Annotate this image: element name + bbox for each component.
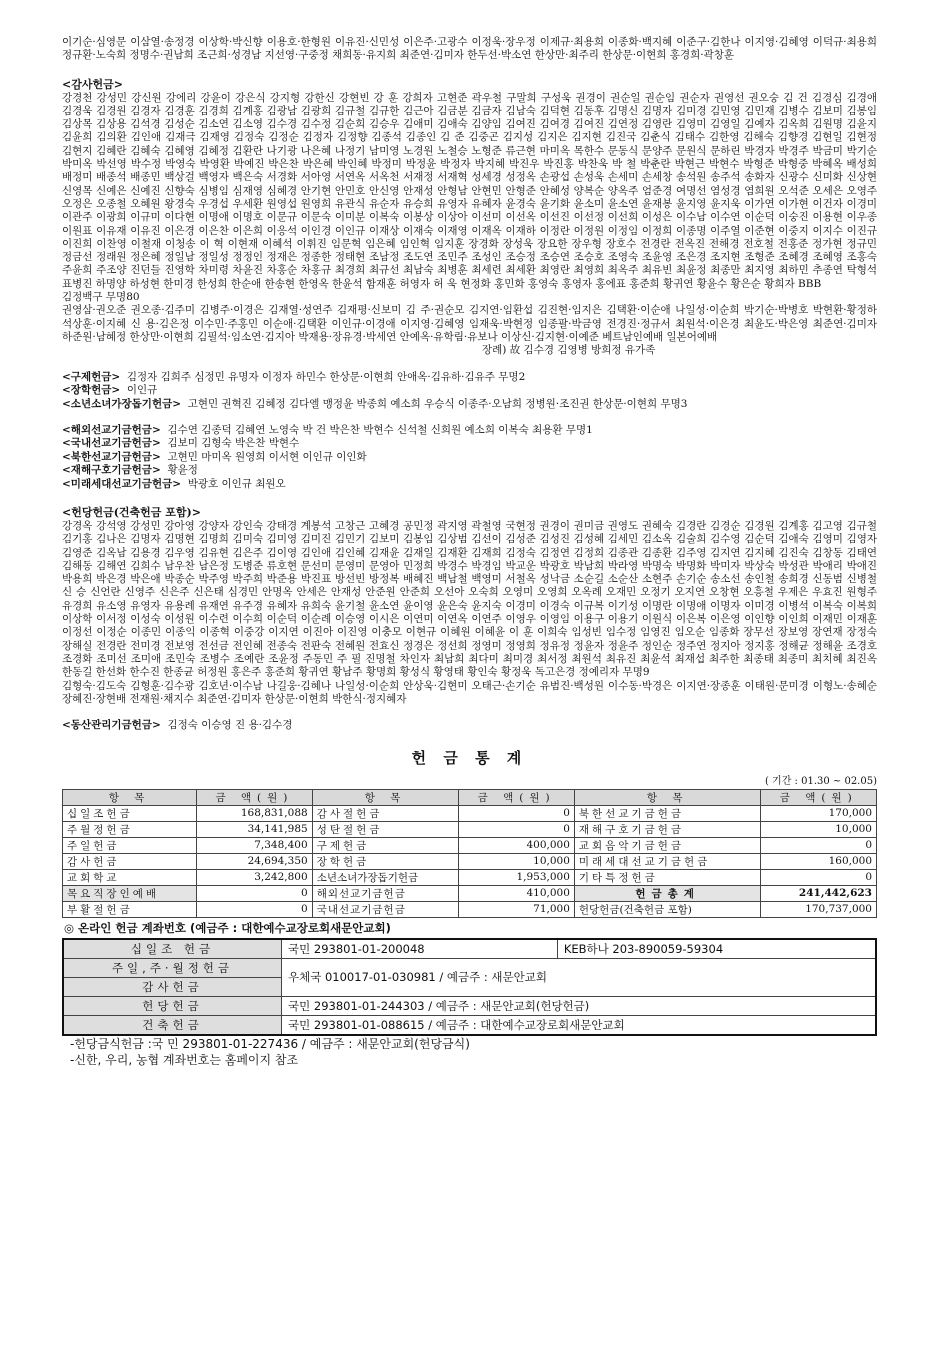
stat-value: 0 <box>761 869 877 885</box>
gamsa-extra: 김정백구 무명80 <box>62 291 140 304</box>
stat-value: 0 <box>459 821 575 837</box>
stat-label: 주일헌금 <box>63 837 197 853</box>
offering-names: 고현민 마미옥 원영희 이서현 이인규 이인화 <box>167 450 367 463</box>
offering-label: <구제헌금> <box>62 370 121 383</box>
table-row <box>63 885 877 901</box>
footnote: -헌당금식헌금 :국 민 293801-01-227436 / 예금주 : 새문안교회(헌당금식) <box>70 1036 470 1051</box>
stat-label: 교회학교 <box>63 869 197 885</box>
stat-value: 0 <box>197 885 313 901</box>
gamsa-names: 강경천 강성민 강신원 강에리 강윤이 강은식 강지형 강한신 강현빈 강 훈 강희자 고현준 곽우철 구말희 구성욱 권경이 권순일 권순임 권순자 권영선 권오숭 김 건 김경심 김경애 김경욱 김경원 김경자 김경훈 김경희 김계홍 김광남 김광희 김규철 김규한 김근아 김금분 김금자 김남숙 김덕현 김동후 김명신 김명자 김미경 김민영 김민재 김병수 김보미 김봉임 김상목 김상용 김석경 김성순 김소연 김소영 김수경 김수정 김순희 김승우 김애미 김애숙 김양임 김여진 김여경 김여진 김연정 김영란 김영미 김영일 김예자 김옥희 김원명 김윤지 김윤희 김의환 김인애 김재극 김재영 김정숙 김정순 김정자 김정향 김종석 김종인 김 준 김중곤 김지성 김지은 김지현 김진국 김춘식 김태수 김한영 김해숙 김향경 김현일 김현정 김현지 김혜란 김혜숙 김혜영 김혜정 김환란 나기광 나은혜 나정기 남미영 노경원 노철승 노형준 류근현 마미옥 목한수 문동식 문양주 문원식 문하린 박경자 박경주 박금미 박기순 박미옥 박선영 박수정 박영숙 박영환 박예진 박은찬 박은혜 박인혜 박정미 박정윤 박정자 박지혜 박진우 박진홍 박찬욱 박 철 박춘란 박현근 박현수 박형준 박형중 박혜옥 배성희 배정미 배종석 배종민 백상걸 백영자 백은숙 서경화 서아영 서연옥 서옥천 서재정 서재혁 성세경 성정옥 손광섭 손성욱 손세미 손세창 송석원 송주석 송화자 신광수 신미화 신상현 신영목 신예은 신예진 신향숙 심병임 심재영 심혜경 안기현 안민호 안신영 안재성 안형남 안현민 안형준 안혜성 양복순 양옥주 엄준경 여명선 염성경 염희원 오석준 오세은 오영주 오정은 오종철 오혜원 왕경숙 우경섭 우세환 원영섭 원영희 유관식 유순자 유승희 유영자 유혜자 윤경숙 윤기화 윤소미 윤소연 윤재봉 윤지영 윤지욱 이가연 이가현 이건자 이경미 이관주 이광희 이규미 이다현 이명애 이명호 이문규 이문숙 이미분 이복숙 이봉상 이상아 이선미 이선옥 이선진 이선정 이선희 이성은 이수남 이수연 이순덕 이숭진 이용현 이우종 이원표 이유재 이유진 이은경 이은찬 이은희 이응석 이인경 이인규 이재상 이재숙 이재영 이재옥 이재하 이정란 이정원 이정임 이정희 이종명 이주열 이준현 이중지 이지수 이진규 이진희 이찬영 이철재 이청송 이 혁 이현재 이혜석 이휘진 임문혁 임은혜 임인혁 임지훈 장경화 장성욱 장요한 장우형 장호수 전경란 전옥진 전해경 전호철 전홍준 정가현 정규민 정금선 정래원 정은혜 정일남 정일성 정정인 정재은 정종한 정태현 조남정 조도연 조민주 조성인 조승정 조승연 조승호 조영숙 조윤영 조은경 조지현 조형준 조혜경 조혜영 조홍숙 주윤희 주조양 진던들 진영학 차미령 차윤진 차홍순 차홍규 최경희 최규선 최남숙 최병훈 최세련 최세환 최영란 최영희 최옥주 최유빈 최윤정 최종만 최지영 최하민 추종연 탁형석 표병진 하명양 하성현 한미경 한성희 한순애 한송현 한영옥 한윤석 함재훈 허영자 허 욱 현정화 홍민화 홍영숙 홍영자 홍에표 홍준희 황귀연 황윤수 황은순 황희자 BBB <box>62 91 877 290</box>
account-value: 국민 293801-01-088615 / 예금주 : 대한예수교장로회새문안교회 <box>282 1015 877 1035</box>
account-label: 감사헌금 <box>63 977 282 996</box>
stat-value: 34,141,985 <box>197 821 313 837</box>
account-value: 우체국 010017-01-030981 / 예금주 : 새문안교회 <box>282 958 877 996</box>
offering-label: <국내선교기금헌금> <box>62 437 161 450</box>
stat-value: 0 <box>761 837 877 853</box>
col-item: 항 목 <box>63 789 197 805</box>
stat-label: 미래세대선교기금헌금 <box>574 853 761 869</box>
stat-label: 감사절헌금 <box>312 805 459 821</box>
offering-label: <장학헌금> <box>62 384 121 397</box>
col-item: 항 목 <box>312 789 459 805</box>
footnote: -신한, 우리, 농협 계좌번호는 홈페이지 참조 <box>70 1052 299 1067</box>
offering-label: <동산관리기금헌금> <box>62 719 161 732</box>
table-row <box>63 837 877 853</box>
memorial-line: 장례) 故 김수경 김영병 방희정 유가족 <box>482 344 656 357</box>
offering-names: 김보미 김형숙 박은찬 박현수 <box>167 437 300 450</box>
offering-line-northkorea <box>62 451 877 464</box>
stat-value: 410,000 <box>459 885 575 901</box>
hyundang-section <box>62 504 877 706</box>
stat-value: 170,000 <box>761 805 877 821</box>
offering-line-youth <box>62 398 877 411</box>
offering-names: 이인규 <box>126 384 158 397</box>
offering-names: 김정자 김희주 심정민 유명자 이정자 하민수 한상문·이현희 안애옥·김유하·김유주 무명2 <box>126 370 526 383</box>
col-item: 항 목 <box>574 789 761 805</box>
stats-table <box>62 789 877 918</box>
account-row <box>63 939 876 959</box>
online-account-title: ◎ 온라인 헌금 계좌번호 (예금주 : 대한예수교장로회새문안교회) <box>64 920 391 935</box>
gamsa-title: <감사헌금> <box>62 77 123 91</box>
offering-label: <재해구호기금헌금> <box>62 464 161 477</box>
stat-value: 160,000 <box>761 853 877 869</box>
offering-line-disaster <box>62 464 877 477</box>
stat-label: 소년소녀가장돕기헌금 <box>312 869 459 885</box>
stat-value: 24,694,350 <box>197 853 313 869</box>
stats-header-row <box>63 789 877 805</box>
stat-value: 0 <box>197 901 313 917</box>
stat-label: 교회음악기금헌금 <box>574 837 761 853</box>
account-table <box>62 938 877 1036</box>
hyundang-title: <헌당헌금(건축헌금 포함)> <box>62 506 201 519</box>
hyundang-names: 강경옥 강석영 강성민 강아영 강양자 강인숙 강태경 계봉석 고창근 고혜경 공민정 곽지영 곽철영 국현정 권경이 권미금 권영도 권혜숙 김경란 김경순 김경원 김계홍 김고영 김규철 김기홍 김나은 김명자 김명현 김명희 김미숙 김미영 김미진 김민기 김보미 김봉임 김상범 김선이 김성준 김성진 김성혜 김세민 김소옥 김술희 김수영 김순덕 김애숙 김영미 김영자 김영준 김옥남 김용경 김우영 김유현 김은주 김이영 김인애 김인혜 김재윤 김재일 김재환 김재희 김정숙 김정연 김정희 김종관 김종환 김주영 김지연 김지혜 김진숙 김창동 김태연 김해동 김해연 김희수 남우찬 남은정 도병준 류호현 문선미 문영미 문영아 민정희 박경수 박경임 박교운 박광호 박남희 박라영 박명숙 박명화 박미자 박상숙 박성관 박애리 박애진 박용희 박은경 박은애 박종순 박주영 박주희 박준용 박진표 방선빈 방정복 배혜진 백남철 백영미 서철옥 성낙금 소순길 소순산 소현주 손기순 송소선 송인철 송희경 신동범 신병철 신 승 신언란 신영주 신은주 신은태 심경민 안명옥 안세은 안재성 안준원 안준희 오선아 오숙희 오영미 오영희 오옥례 오재민 오정기 오지연 오창현 오흥철 우제은 우효진 원형주 유경희 유소영 유영자 유용례 유재연 유주경 유혜자 유희숙 윤기철 윤소연 윤이영 윤은숙 윤지숙 이경미 이경숙 이규복 이기성 이명란 이명애 이명자 이미경 이병석 이복숙 이복희 이상학 이서정 이성숙 이성원 이수련 이수희 이순덕 이순례 이승영 이시은 이연미 이연옥 이연주 이영우 이영임 이용구 이용기 이원식 이은복 이은영 이인향 이인희 이재민 이재훈 이정선 이정순 이종민 이종익 이종혁 이중강 이지연 이진아 이진영 이충모 이현규 이혜원 이혜윤 이 훈 이희숙 임성빈 임수정 임영진 임오순 임종화 장무선 장보영 장연재 장정숙 장해실 전경란 전미경 전보영 전선금 전인혜 전종숙 전판숙 전혜원 전효신 정경은 정선희 정영미 정영희 정유정 정윤자 정윤주 정인순 정주연 정지아 정지홍 정해균 정해윤 조경호 조경화 조미선 조미애 조민숙 조병수 조예란 조윤정 주동민 주 필 진명철 차인자 최남희 최다미 최미경 최서정 최원석 최유진 최윤석 최재섭 최주한 최종태 최종미 최치혜 최진옥 한동길 한선화 한수진 한종균 허정원 홍은주 홍준희 황귀연 황남주 황명희 황성식 황영태 황인숙 황정욱 독고은경 정예리자 무명9 <box>62 520 877 679</box>
account-value: KEB하나 203-890059-59304 <box>557 939 876 959</box>
offering-label: <미래세대선교기금헌금> <box>62 477 182 490</box>
stat-label: 장학헌금 <box>312 853 459 869</box>
table-row <box>63 853 877 869</box>
account-row <box>63 958 876 977</box>
stat-value: 168,831,088 <box>197 805 313 821</box>
stat-label: 북한선교기금헌금 <box>574 805 761 821</box>
table-row <box>63 869 877 885</box>
misc-offerings-1 <box>62 371 877 411</box>
stat-label: 구제헌금 <box>312 837 459 853</box>
offering-names: 김수연 김종덕 김혜연 노영숙 박 건 박은찬 박현수 신석철 신희원 예소희 이복숙 최용환 무명1 <box>167 423 593 436</box>
offering-line-dongsan <box>62 719 877 732</box>
account-row <box>63 996 876 1015</box>
account-label: 주일,주·월정헌금 <box>63 958 282 977</box>
stat-label: 주월정헌금 <box>63 821 197 837</box>
stat-label: 국내선교기금헌금 <box>312 901 459 917</box>
stat-label: 부활절헌금 <box>63 901 197 917</box>
offering-names: 박광호 이인규 최원오 <box>187 477 286 490</box>
total-value: 241,442,623 <box>761 885 877 901</box>
account-value: 국민 293801-01-200048 <box>282 939 558 959</box>
stat-value: 10,000 <box>459 853 575 869</box>
offering-line-domestic <box>62 437 877 450</box>
table-row <box>63 821 877 837</box>
misc-offerings-2 <box>62 424 877 491</box>
col-amount: 금 액(원) <box>197 789 313 805</box>
offering-line-overseas <box>62 424 877 437</box>
offering-label: <북한선교기금헌금> <box>62 450 161 463</box>
col-amount: 금 액(원) <box>459 789 575 805</box>
offering-names: 황윤정 <box>167 464 198 477</box>
stat-label: 감사헌금 <box>63 853 197 869</box>
account-label: 헌당헌금 <box>63 996 282 1015</box>
stat-label: 재해구호기금헌금 <box>574 821 761 837</box>
stat-value: 7,348,400 <box>197 837 313 853</box>
stat-value: 1,953,000 <box>459 869 575 885</box>
stat-value: 10,000 <box>761 821 877 837</box>
stat-value: 71,000 <box>459 901 575 917</box>
account-label: 십일조 헌금 <box>63 939 282 959</box>
account-label: 건축헌금 <box>63 1015 282 1035</box>
table-row <box>63 901 877 917</box>
offering-page <box>62 36 877 1068</box>
intro-names: 이기순·심영문 이삼열·송정경 이상학·박신향 이용호·한형원 이유진·신민성 이은주·고광수 이정욱·장우정 이제규·최용희 이종화·백지혜 이준구·김한나 이지영·김혜영 이덕규·최용희 정규환·노숙희 정명수·권남희 조근희·성경남 지선영·구중정 채희동·유지희 최준연·김미자 한두선·박소연 한상만·최주리 한상문·이현희 홍경희·곽창훈 <box>62 36 877 62</box>
stat-label: 헌당헌금(건축헌금 포함) <box>574 901 761 917</box>
stats-period: ( 기간 : 01.30 ~ 02.05) <box>764 775 877 787</box>
stat-label: 성탄절헌금 <box>312 821 459 837</box>
gamsa-pairs: 권영삼·권오준 권오종·김주미 김병주·이경은 김재열·성연주 김재평·신보미 김 주·권순모 김지연·임환섭 김진현·임지은 김택환·이순애 나일성·이순희 박기순·박병호 박현환·황정하 석상훈·이지혜 신 용·김은정 이수민·주홍민 이순애·김택환 이인규·이경애 이지영·김혜영 임재욱·박현정 임종팔·박금영 전경진·정규서 최원석·이은경 최윤도·박은영 최준연·김미자 하준원·남혜정 한상만·이현희 김필석·임소연·김지아 박재용·장유경·박세연 안예옥·유학림·유보나 이상신·김지현·이예준 베트남인예배 일본어예배 <box>62 304 877 344</box>
stats-heading: 헌 금 통 계 <box>411 748 528 767</box>
stat-value: 400,000 <box>459 837 575 853</box>
col-amount: 금 액(원) <box>761 789 877 805</box>
account-value: 국민 293801-01-244303 / 예금주 : 새문안교회(헌당헌금) <box>282 996 877 1015</box>
stat-value: 170,737,000 <box>761 901 877 917</box>
total-label: 헌금총계 <box>574 885 761 901</box>
stat-label: 십일조헌금 <box>63 805 197 821</box>
offering-label: <해외선교기금헌금> <box>62 423 161 436</box>
offering-label: <소년소녀가장돕기헌금> <box>62 397 182 410</box>
table-row <box>63 805 877 821</box>
gamsa-section <box>62 76 877 358</box>
stat-label: 기타특정헌금 <box>574 869 761 885</box>
offering-names: 김정숙 이승영 진 용·김수경 <box>167 719 293 732</box>
stat-value: 3,242,800 <box>197 869 313 885</box>
stat-label: 해외선교기금헌금 <box>312 885 459 901</box>
stat-value: 0 <box>459 805 575 821</box>
account-row <box>63 1015 876 1035</box>
hyundang-pairs: 김형숙·김도숙 김형훈·김수광 김호년·이수남 나길웅·김혜나 나일성·이순희 안상욱·김현미 오태근·손기순 유범진·백성원 이수동·박경은 이지연·장종훈 이태원·문미경 이형노·송혜순 장혜진·장현배 전재원·채지수 최준연·김미자 한상문·이현희 박한식·정지혜자 <box>62 679 877 705</box>
stat-label: 목요직장인예배 <box>63 885 197 901</box>
offering-line-scholarship <box>62 384 877 397</box>
offering-line-relief <box>62 371 877 384</box>
offering-line-future <box>62 478 877 491</box>
offering-names: 고현민 권혁진 김혜정 김다엘 맹정윤 박종희 예소희 우승식 이종주·오남희 정병원·조진권 한상문·이현희 무명3 <box>187 397 688 410</box>
